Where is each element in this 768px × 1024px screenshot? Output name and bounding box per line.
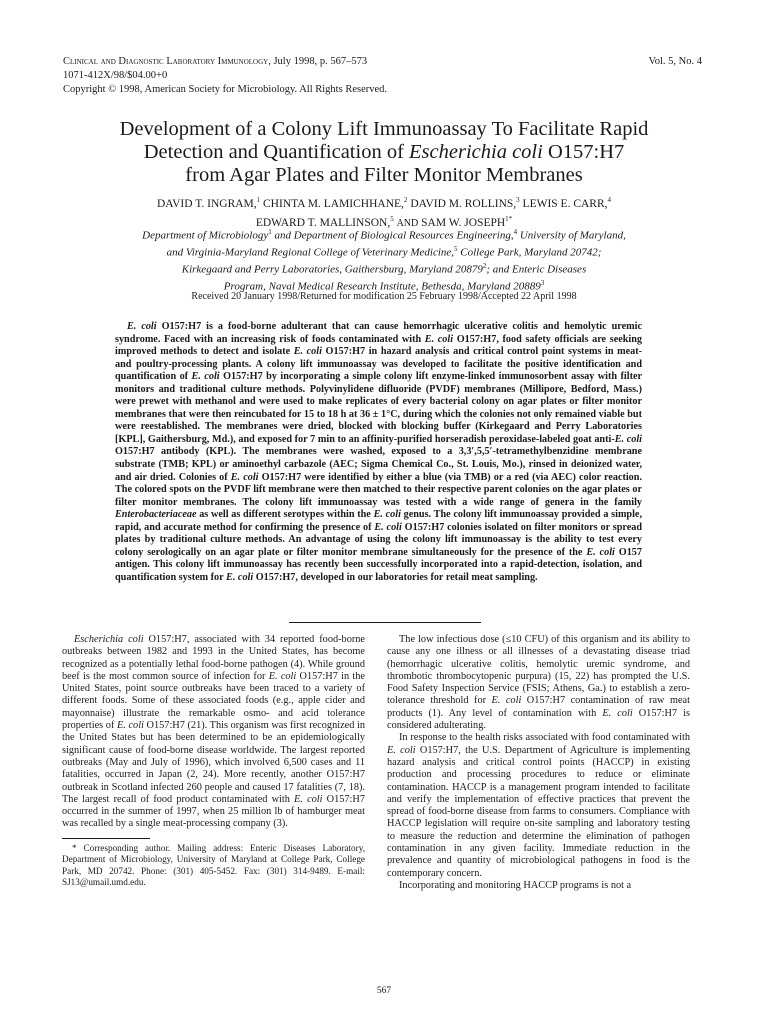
title-line-3: from Agar Plates and Filter Monitor Membranes <box>185 164 583 186</box>
abstract-italic: E. coli <box>230 471 259 483</box>
affil-text: Program, Naval Medical Research Institute, Bethesda, Maryland 20889 <box>223 281 541 294</box>
abstract-italic: E. coli <box>374 521 402 533</box>
author-name: DAVID M. ROLLINS, <box>410 197 517 210</box>
author-name: LEWIS E. CARR, <box>522 197 608 210</box>
abstract-text: O157 antigen. This colony lift immunoassay has recently been successfully incorporated into a rapid-detection, isolation, and quantification system for <box>115 546 642 583</box>
author-affil: 2 <box>403 196 408 204</box>
journal-header <box>63 55 387 97</box>
affil-sup: 3 <box>540 279 545 288</box>
abstract-text: O157:H7 were identified by either a blue (via TMB) or a red (via AEC) color reaction. The colored spots on the PVDF lift membrane were then matched to their respective parent colonies on the agar plates or filter monitor membranes. The colony lift immunoassay was tested with a wide range of genera in the family <box>115 471 642 508</box>
body-paragraph <box>387 880 690 892</box>
author-conjunction: AND <box>396 217 419 229</box>
body-paragraph <box>62 634 365 831</box>
journal-name: Clinical and Diagnostic Laboratory Immunology <box>63 56 269 67</box>
author-affil: 5 <box>390 214 394 223</box>
title-text: Detection and Quantification of <box>143 141 410 163</box>
footnote-rule <box>62 838 150 839</box>
body-text: O157:H7 occurred in the summer of 1997, when 25 million lb of hamburger meat was recalled by a single meat-processing company (3). <box>62 793 365 830</box>
body-text: O157:H7 in the United States, point source outbreaks have been traced to a variety of different foods. Some of these associated foods (e.g., apple cider and mayonnaise) illustrate the remarkable osmo- and acid tolerance properties of <box>62 670 366 732</box>
abstract-italic: E. coli <box>424 333 454 345</box>
abstract-italic: E. coli <box>614 433 642 445</box>
affil-text: and Virginia-Maryland Regional College of Veterinary Medicine, <box>166 246 455 259</box>
abstract-text: O157:H7 antibody (KPL). The membranes were washed, exposed to a 3,3′,5,5′-tetramethylbenzidine membrane substrate (TMB; KPL) or aminoethyl carbazole (AEC; Sigma Chemical Co., St. Louis, Mo.), rinsed in deionized water, and air dried. Colonies of <box>115 446 642 483</box>
abstract-italic: E. coli <box>586 546 615 558</box>
author-name: CHINTA M. LAMICHHANE, <box>263 197 404 210</box>
affil-text: University of Maryland, <box>517 229 626 242</box>
abstract-italic: E. coli <box>293 346 322 358</box>
body-text: O157:H7 contamination of raw meat products (1). Any level of contamination with <box>387 695 690 719</box>
abstract-text: as well as different serotypes within the <box>196 509 374 521</box>
body-text: O157:H7, the U.S. Department of Agriculture is implementing hazard analysis and critical control points (HACCP) in existing production and processing procedures to reduce or eliminate contamination. HACCP is a management program intended to facilitate and verify the implementation of effective practices that prevent the spread of food-borne disease from farms to consumers. Compliance with HACCP legislation will require on-site sampling and laboratory testing to measure the reduction and determine the elimination of pathogen contamination in any given facility. Immediate reduction in the prevalence and quantity of microbiological pathogens in food is the contemporary concern. <box>387 744 690 879</box>
footnote-mark: * <box>72 843 77 853</box>
received-dates: Received 20 January 1998/Returned for modification 25 February 1998/Accepted 22 April 1998 <box>191 291 577 302</box>
body-italic: E. coli <box>294 793 323 805</box>
abstract-text: O157:H7, developed in our laboratories for retail meat sampling. <box>253 571 538 583</box>
affil-text: College Park, Maryland 20742; <box>457 246 602 259</box>
body-paragraph <box>387 732 690 880</box>
body-italic: E. coli <box>387 744 416 756</box>
author-line-1 <box>40 193 728 212</box>
affiliations <box>40 226 728 295</box>
title-species: Escherichia coli <box>409 141 543 163</box>
body-text: O157:H7, associated with 34 reported food-borne outbreaks between 1982 and 1993 in the United States, has become recognized as a potentially lethal food-borne pathogen (4). While ground beef is the most common source of infection for <box>62 634 365 682</box>
affil-text: ; and Enteric Diseases <box>486 263 587 276</box>
affil-line <box>40 260 728 277</box>
body-italic: Escherichia coli <box>74 634 144 645</box>
issn: 1071-412X/98/$04.00+0 <box>63 70 168 81</box>
author-affil: 4 <box>607 196 612 204</box>
body-column-left <box>62 634 365 831</box>
abstract-italic: E. coli <box>373 509 401 521</box>
author-affil: 1 <box>256 196 261 204</box>
abstract-text: O157:H7 by incorporating a simple colony lift enzyme-linked immunosorbent assay with filter monitors and traditional culture methods. Polyvinylidene difluoride (PVDF) membranes (Millipore, Bedford, Mass.) were prewet with methanol and were used to make replicates of every bacterial colony on agar plates or filter monitor membranes that were then reincubated for 15 to 18 h at 36 ± 1°C, during which the colonies not only remained viable but were reestablished. The membranes were dried, blocked with blocking buffer (Kirkegaard and Perry Laboratories [KPL], Gaithersburg, Md.), and exposed for 7 min to an affinity-purified horseradish peroxidase-labeled goat anti- <box>115 371 642 445</box>
journal-citation <box>63 55 387 69</box>
page-number: 567 <box>376 986 392 996</box>
abstract-italic: Enterobacteriaceae <box>115 509 197 521</box>
body-italic: E. coli <box>491 695 522 707</box>
abstract-text: genus. The colony lift immunoassay provided a simple, rapid, and accurate method for confirming the presence of <box>115 509 642 533</box>
abstract-text: O157:H7 is a food-borne adulterant that can cause hemorrhagic ulcerative colitis and hemolytic uremic syndrome. Faced with an increasing risk of foods contaminated with <box>115 321 642 345</box>
abstract <box>115 321 642 584</box>
article-title <box>40 118 728 187</box>
abstract-text: O157:H7, food safety officials are seeking improved methods to detect and isolate <box>115 333 642 358</box>
body-italic: E. coli <box>602 707 633 719</box>
abstract-text: O157:H7 in hazard analysis and critical control point systems in meat- and poultry-processing plants. A colony lift immunoassay was developed to facilitate the positive identification and quantification of <box>115 346 642 383</box>
affil-sup: 2 <box>482 262 487 271</box>
abstract-italic: E. coli <box>127 321 157 332</box>
journal-issue: , July 1998, p. 567–573 <box>268 56 368 67</box>
body-paragraph <box>387 634 690 732</box>
body-text: In response to the health risks associated with food contaminated with <box>399 732 690 744</box>
footnote <box>62 843 365 888</box>
title-line-1: Development of a Colony Lift Immunoassay To Facilitate Rapid <box>119 118 649 140</box>
abstract-italic: E. coli <box>226 571 254 583</box>
copyright: Copyright © 1998, American Society for Microbiology. All Rights Reserved. <box>63 84 388 95</box>
abstract-italic: E. coli <box>191 371 220 383</box>
affil-line <box>40 226 728 243</box>
affil-sup: 5 <box>454 245 458 254</box>
affil-text: Department of Microbiology <box>142 229 269 242</box>
volume-number: Vol. 5, No. 4 <box>648 56 702 67</box>
title-line-2 <box>40 141 728 164</box>
title-text: O157:H7 <box>542 141 625 163</box>
affil-text: and Department of Biological Resources Engineering, <box>271 229 514 242</box>
body-column-right <box>387 634 690 892</box>
body-italic: E. coli <box>268 670 297 682</box>
section-divider <box>289 622 481 623</box>
affil-line <box>40 243 728 260</box>
author-name: EDWARD T. MALLINSON, <box>255 216 391 229</box>
body-text: The low infectious dose (≤10 CFU) of this organism and its ability to cause any one illness or all illnesses of a devastating disease triad (hemorrhagic ulcerative colitis, hemolytic uremic syndrome, and thrombotic thrombocytopenic purpura) (15, 22) has prompted the U.S. Food Safety Inspection Service (FSIS; Athens, Ga.) to establish a zero-tolerance threshold for <box>387 634 690 707</box>
body-text: Incorporating and monitoring HACCP programs is not a <box>399 879 632 891</box>
body-italic: E. coli <box>117 720 144 732</box>
author-affil: 3 <box>516 196 520 204</box>
author-name: DAVID T. INGRAM, <box>156 197 257 210</box>
author-name: SAM W. JOSEPH <box>421 216 506 229</box>
affil-sup: 4 <box>513 228 518 236</box>
affil-sup: 1 <box>268 228 272 236</box>
abstract-text: O157:H7 colonies isolated on filter monitors or spread plates by traditional culture methods. An advantage of using the colony lift immunoassay is the ability to test every colony serologically on an agar plate or filter monitor membrane simultaneously for the presence of the <box>115 521 643 558</box>
author-list <box>40 193 728 231</box>
body-text: O157:H7 (21). This organism was first recognized in the United States but has been determined to be an epidemiologically significant cause of food-borne disease worldwide. The largest reported outbreaks (May and July of 1996), which involved 6,500 cases and 11 fatalities, occurred in Japan (2, 24). More recently, another O157:H7 outbreak in Scotland infected 260 people and caused 17 fatalities (7, 18). The largest recall of food product contaminated with <box>62 720 365 805</box>
affil-text: Kirkegaard and Perry Laboratories, Gaithersburg, Maryland 20879 <box>181 263 483 276</box>
body-text: O157:H7 is considered adulterating. <box>387 707 690 732</box>
footnote-text: Corresponding author. Mailing address: Enteric Diseases Laboratory, Department of Microbiology, University of Maryland at College Park, College Park, MD 20742. Phone: (301) 405-5452. Fax: (301) 314-9489. E-mail: SJ13@umail.umd.edu. <box>62 843 365 887</box>
author-affil: 1* <box>505 214 513 223</box>
